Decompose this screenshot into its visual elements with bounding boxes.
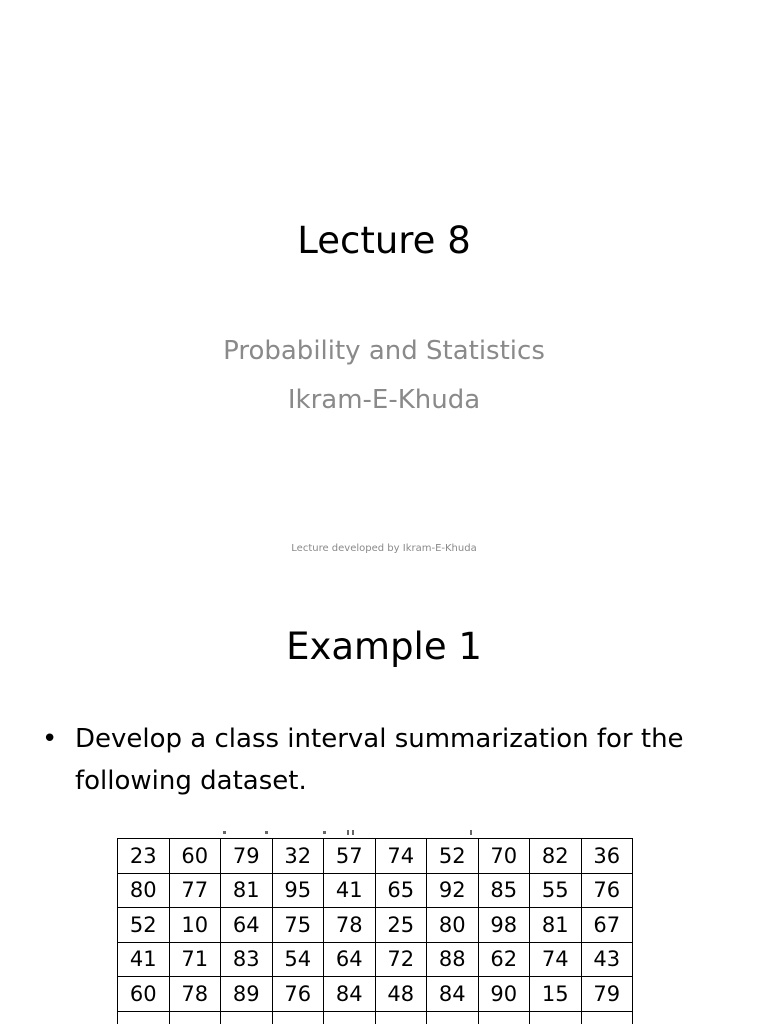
table-cell: 25 bbox=[375, 908, 427, 943]
subtitle-course: Probability and Statistics bbox=[223, 336, 545, 366]
table-cell: 79 bbox=[221, 839, 273, 874]
table-cell: 85 bbox=[478, 873, 530, 908]
table-cell: 95 bbox=[272, 873, 324, 908]
table-cell: 76 bbox=[581, 873, 633, 908]
table-cell: 54 bbox=[272, 942, 324, 977]
table-cell: 55 bbox=[530, 873, 582, 908]
table-cell: 81 bbox=[530, 908, 582, 943]
table-cell bbox=[530, 1011, 582, 1024]
table-cell: 70 bbox=[478, 839, 530, 874]
table-cell: 81 bbox=[221, 873, 273, 908]
dataset-table bbox=[117, 838, 633, 1024]
table-cell bbox=[375, 1011, 427, 1024]
table-cell: 52 bbox=[118, 908, 170, 943]
table-cell: 65 bbox=[375, 873, 427, 908]
table-row bbox=[118, 942, 633, 977]
table-cell bbox=[478, 1011, 530, 1024]
table-cell: 62 bbox=[478, 942, 530, 977]
example-heading: Example 1 bbox=[286, 625, 482, 668]
slide-footer: Lecture developed by Ikram-E-Khuda bbox=[291, 543, 477, 554]
table-cell: 15 bbox=[530, 977, 582, 1012]
table-cell: 57 bbox=[324, 839, 376, 874]
table-cell bbox=[427, 1011, 479, 1024]
table-cell: 48 bbox=[375, 977, 427, 1012]
table-cell: 83 bbox=[221, 942, 273, 977]
table-cell: 75 bbox=[272, 908, 324, 943]
table-cell: 74 bbox=[530, 942, 582, 977]
table-cell: 80 bbox=[118, 873, 170, 908]
bullet-symbol: • bbox=[42, 724, 58, 754]
table-cell: 72 bbox=[375, 942, 427, 977]
cropped-text-marks bbox=[215, 829, 485, 837]
table-cell: 84 bbox=[427, 977, 479, 1012]
table-row bbox=[118, 908, 633, 943]
table-cell: 67 bbox=[581, 908, 633, 943]
table-cell bbox=[324, 1011, 376, 1024]
subtitle-author: Ikram-E-Khuda bbox=[287, 385, 481, 415]
slide-example bbox=[0, 576, 768, 1024]
table-cell: 43 bbox=[581, 942, 633, 977]
table-cell bbox=[272, 1011, 324, 1024]
table-cell: 41 bbox=[324, 873, 376, 908]
table-cell: 52 bbox=[427, 839, 479, 874]
table-cell: 92 bbox=[427, 873, 479, 908]
table-cell: 84 bbox=[324, 977, 376, 1012]
bullet-text: Develop a class interval summarization for the following dataset. bbox=[75, 724, 684, 796]
table-cell: 60 bbox=[169, 839, 221, 874]
table-cell bbox=[581, 1011, 633, 1024]
table-cell: 90 bbox=[478, 977, 530, 1012]
table-cell: 78 bbox=[169, 977, 221, 1012]
table-cell bbox=[118, 1011, 170, 1024]
table-cell: 23 bbox=[118, 839, 170, 874]
table-row bbox=[118, 839, 633, 874]
table-cell: 78 bbox=[324, 908, 376, 943]
table-cell: 89 bbox=[221, 977, 273, 1012]
table-row bbox=[118, 1011, 633, 1024]
table-cell: 36 bbox=[581, 839, 633, 874]
table-cell bbox=[221, 1011, 273, 1024]
table-cell: 98 bbox=[478, 908, 530, 943]
table-cell: 79 bbox=[581, 977, 633, 1012]
table-cell: 82 bbox=[530, 839, 582, 874]
table-cell: 41 bbox=[118, 942, 170, 977]
table-row bbox=[118, 873, 633, 908]
table-cell: 64 bbox=[221, 908, 273, 943]
table-cell: 76 bbox=[272, 977, 324, 1012]
table-cell: 10 bbox=[169, 908, 221, 943]
table-cell: 32 bbox=[272, 839, 324, 874]
slide-title-heading: Lecture 8 bbox=[297, 219, 471, 262]
table-cell: 80 bbox=[427, 908, 479, 943]
table-cell: 77 bbox=[169, 873, 221, 908]
table-cell: 60 bbox=[118, 977, 170, 1012]
table-cell bbox=[169, 1011, 221, 1024]
table-cell: 71 bbox=[169, 942, 221, 977]
table-cell: 74 bbox=[375, 839, 427, 874]
table-cell: 64 bbox=[324, 942, 376, 977]
table-cell: 88 bbox=[427, 942, 479, 977]
table-row bbox=[118, 977, 633, 1012]
